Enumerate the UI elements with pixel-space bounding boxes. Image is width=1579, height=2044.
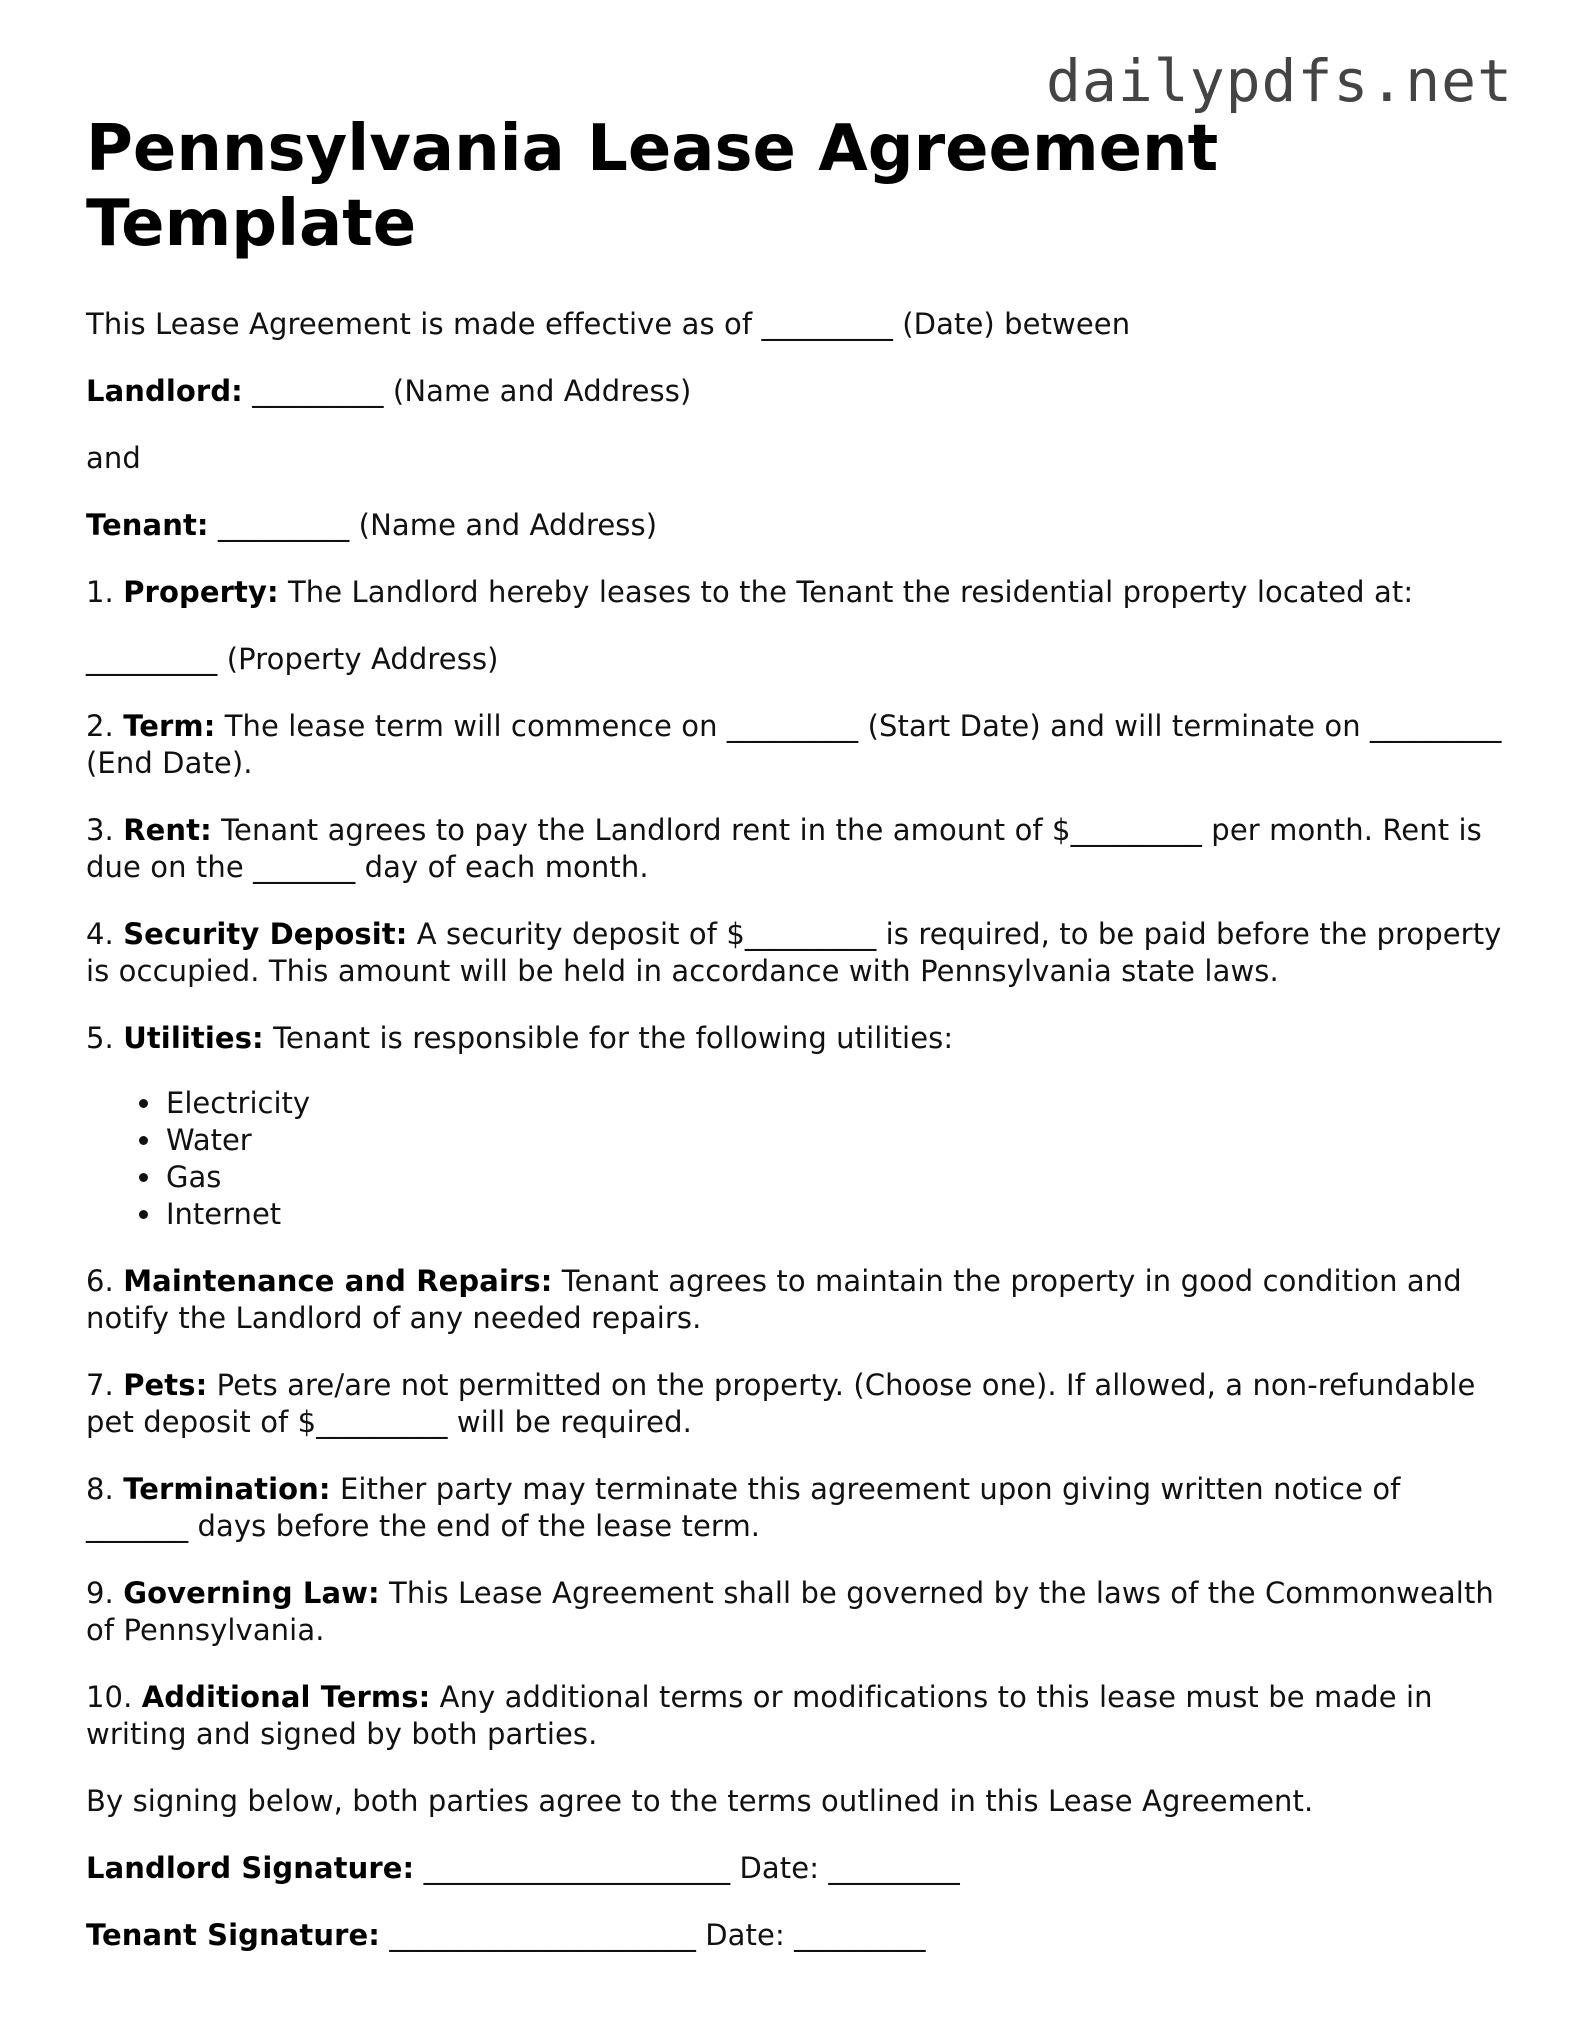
closing-statement: By signing below, both parties agree to the terms outlined in this Lease Agreement. [86, 1784, 1314, 1818]
clause-term [86, 708, 1506, 782]
clause-number: 3. [86, 813, 124, 847]
clause-utilities [86, 1020, 1506, 1057]
clause-number: 2. [86, 709, 124, 743]
landlord-label: Landlord: [86, 374, 243, 408]
clause-text: Tenant is responsible for the following utilities: [263, 1021, 954, 1055]
clause-text: Tenant agrees to pay the Landlord rent in the amount of $_________ per month. Rent is due on the _______ day of each month. [86, 813, 1482, 884]
property-address-line [86, 641, 1506, 678]
date-blank: _________ [761, 307, 893, 341]
tenant-line [86, 507, 1506, 544]
landlord-text: _________ (Name and Address) [242, 374, 692, 408]
list-item: • Internet [164, 1196, 1506, 1233]
clause-rent [86, 812, 1506, 886]
clause-maintenance [86, 1263, 1506, 1337]
intro-paragraph [86, 306, 1506, 343]
clause-text: _________ (Property Address) [86, 642, 499, 676]
watermark: dailypdfs.net [1046, 47, 1513, 115]
clause-property [86, 574, 1506, 611]
landlord-signature-line [86, 1850, 1506, 1887]
list-item: • Electricity [164, 1085, 1506, 1122]
clause-number: 6. [86, 1264, 124, 1298]
clause-additional-terms [86, 1679, 1506, 1753]
page-title: Pennsylvania Lease Agreement Template [86, 112, 1219, 261]
clause-security-deposit [86, 916, 1506, 990]
clause-label: Utilities: [123, 1021, 264, 1055]
tenant-signature-line [86, 1917, 1506, 1954]
clause-termination [86, 1471, 1506, 1545]
tenant-label: Tenant: [86, 508, 209, 542]
list-item: • Gas [164, 1159, 1506, 1196]
tenant-signature-blank: _____________________ Date: _________ [380, 1918, 926, 1952]
clause-text: This Lease Agreement shall be governed by the laws of the Commonwealth of Pennsylvania. [86, 1576, 1494, 1647]
tenant-signature-label: Tenant Signature: [86, 1918, 380, 1952]
clause-number: 7. [86, 1368, 124, 1402]
intro-text: This Lease Agreement is made effective as of [86, 307, 762, 341]
clause-label: Termination: [123, 1472, 331, 1506]
clause-label: Security Deposit: [123, 917, 408, 951]
clause-text: The Landlord hereby leases to the Tenant the residential property located at: [278, 575, 1414, 609]
clause-text: Either party may terminate this agreement upon giving written notice of _______ days before the end of the lease term. [86, 1472, 1401, 1543]
landlord-signature-label: Landlord Signature: [86, 1851, 415, 1885]
clause-number: 1. [86, 575, 124, 609]
clause-label: Term: [123, 709, 216, 743]
clause-label: Additional Terms: [141, 1680, 431, 1714]
tenant-text: _________ (Name and Address) [208, 508, 658, 542]
clause-label: Maintenance and Repairs: [123, 1264, 553, 1298]
clause-text: Tenant agrees to maintain the property in good condition and notify the Landlord of any needed repairs. [86, 1264, 1462, 1335]
list-item: • Water [164, 1122, 1506, 1159]
landlord-signature-blank: _____________________ Date: _________ [414, 1851, 960, 1885]
clause-pets [86, 1367, 1506, 1441]
document-page [86, 112, 1506, 1984]
clause-text: Pets are/are not permitted on the property. (Choose one). If allowed, a non-refundable pet deposit of $_________ will be required. [86, 1368, 1476, 1439]
clause-label: Pets: [123, 1368, 208, 1402]
clause-number: 8. [86, 1472, 124, 1506]
and-line: and [86, 441, 141, 475]
clause-text: The lease term will commence on _________ (Start Date) and will terminate on _________ (End Date). [86, 709, 1502, 780]
clause-label: Rent: [123, 813, 212, 847]
clause-number: 4. [86, 917, 124, 951]
clause-number: 5. [86, 1021, 124, 1055]
utilities-list [86, 1085, 1506, 1233]
landlord-line [86, 373, 1506, 410]
clause-text: A security deposit of $_________ is required, to be paid before the property is occupied. This amount will be held in accordance with Pennsylvania state laws. [86, 917, 1502, 988]
clause-governing-law [86, 1575, 1506, 1649]
clause-label: Governing Law: [123, 1576, 380, 1610]
clause-number: 10. [86, 1680, 142, 1714]
clause-label: Property: [123, 575, 279, 609]
intro-text-after: (Date) between [892, 307, 1131, 341]
clause-text: Any additional terms or modifications to this lease must be made in writing and signed by both parties. [86, 1680, 1433, 1751]
clause-number: 9. [86, 1576, 124, 1610]
